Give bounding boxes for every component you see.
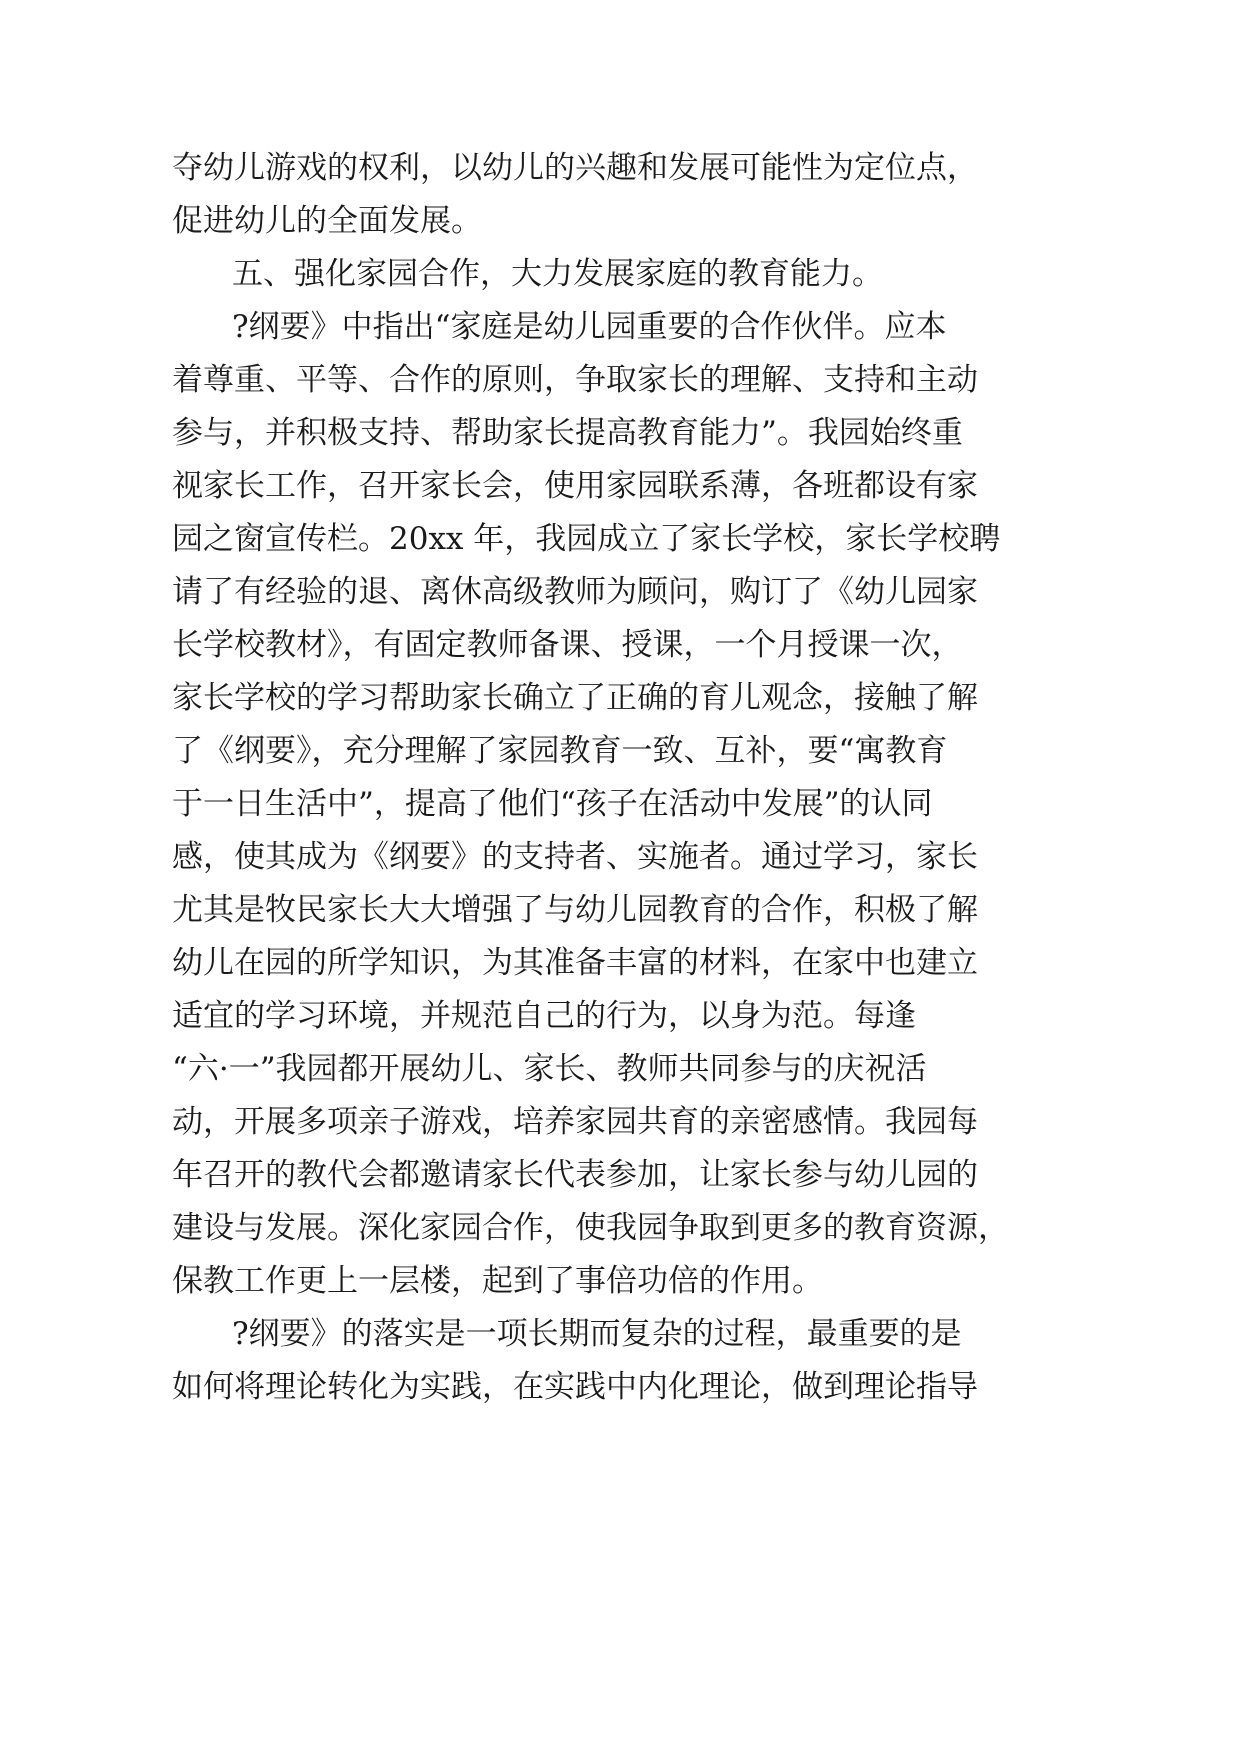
text-line: ?纲要》中指出“家庭是幼儿园重要的合作伙伴。应本 <box>232 309 947 345</box>
text-line: 家长学校的学习帮助家长确立了正确的育儿观念，接触了解 <box>172 680 978 716</box>
text-line: 建设与发展。深化家园合作，使我园争取到更多的教育资源， <box>172 1210 1009 1246</box>
text-line: “六·一”我园都开展幼儿、家长、教师共同参与的庆祝活 <box>172 1051 927 1087</box>
text-line: 着尊重、平等、合作的原则，争取家长的理解、支持和主动 <box>172 362 978 398</box>
text-line: 参与，并积极支持、帮助家长提高教育能力”。我园始终重 <box>172 415 963 451</box>
section-heading: 五、强化家园合作，大力发展家庭的教育能力。 <box>232 256 883 292</box>
text-line: 促进幼儿的全面发展。 <box>172 203 482 239</box>
text-line: 园之窗宣传栏。20xx 年，我园成立了家长学校，家长学校聘 <box>172 521 1001 557</box>
text-line: 了《纲要》，充分理解了家园教育一致、互补，要“寓教育 <box>172 733 948 769</box>
text-line: 感，使其成为《纲要》的支持者、实施者。通过学习，家长 <box>172 839 978 875</box>
text-line: 于一日生活中”，提高了他们“孩子在活动中发展”的认同 <box>172 786 933 822</box>
text-line: 幼儿在园的所学知识，为其准备丰富的材料，在家中也建立 <box>172 945 978 981</box>
text-line: 请了有经验的退、离休高级教师为顾问，购订了《幼儿园家 <box>172 574 978 610</box>
text-line: 夺幼儿游戏的权利，以幼儿的兴趣和发展可能性为定位点， <box>172 150 978 186</box>
text-line: 保教工作更上一层楼，起到了事倍功倍的作用。 <box>172 1263 823 1299</box>
text-line: 适宜的学习环境，并规范自己的行为，以身为范。每逢 <box>172 998 916 1034</box>
text-line: ?纲要》的落实是一项长期而复杂的过程，最重要的是 <box>232 1316 962 1352</box>
text-line: 年召开的教代会都邀请家长代表参加，让家长参与幼儿园的 <box>172 1157 978 1193</box>
text-line: 尤其是牧民家长大大增强了与幼儿园教育的合作，积极了解 <box>172 892 978 928</box>
text-line: 视家长工作，召开家长会，使用家园联系薄，各班都设有家 <box>172 468 978 504</box>
text-line: 如何将理论转化为实践，在实践中内化理论，做到理论指导 <box>172 1369 978 1405</box>
text-line: 长学校教材》，有固定教师备课、授课，一个月授课一次， <box>172 627 963 663</box>
text-line: 动，开展多项亲子游戏，培养家园共育的亲密感情。我园每 <box>172 1104 978 1140</box>
